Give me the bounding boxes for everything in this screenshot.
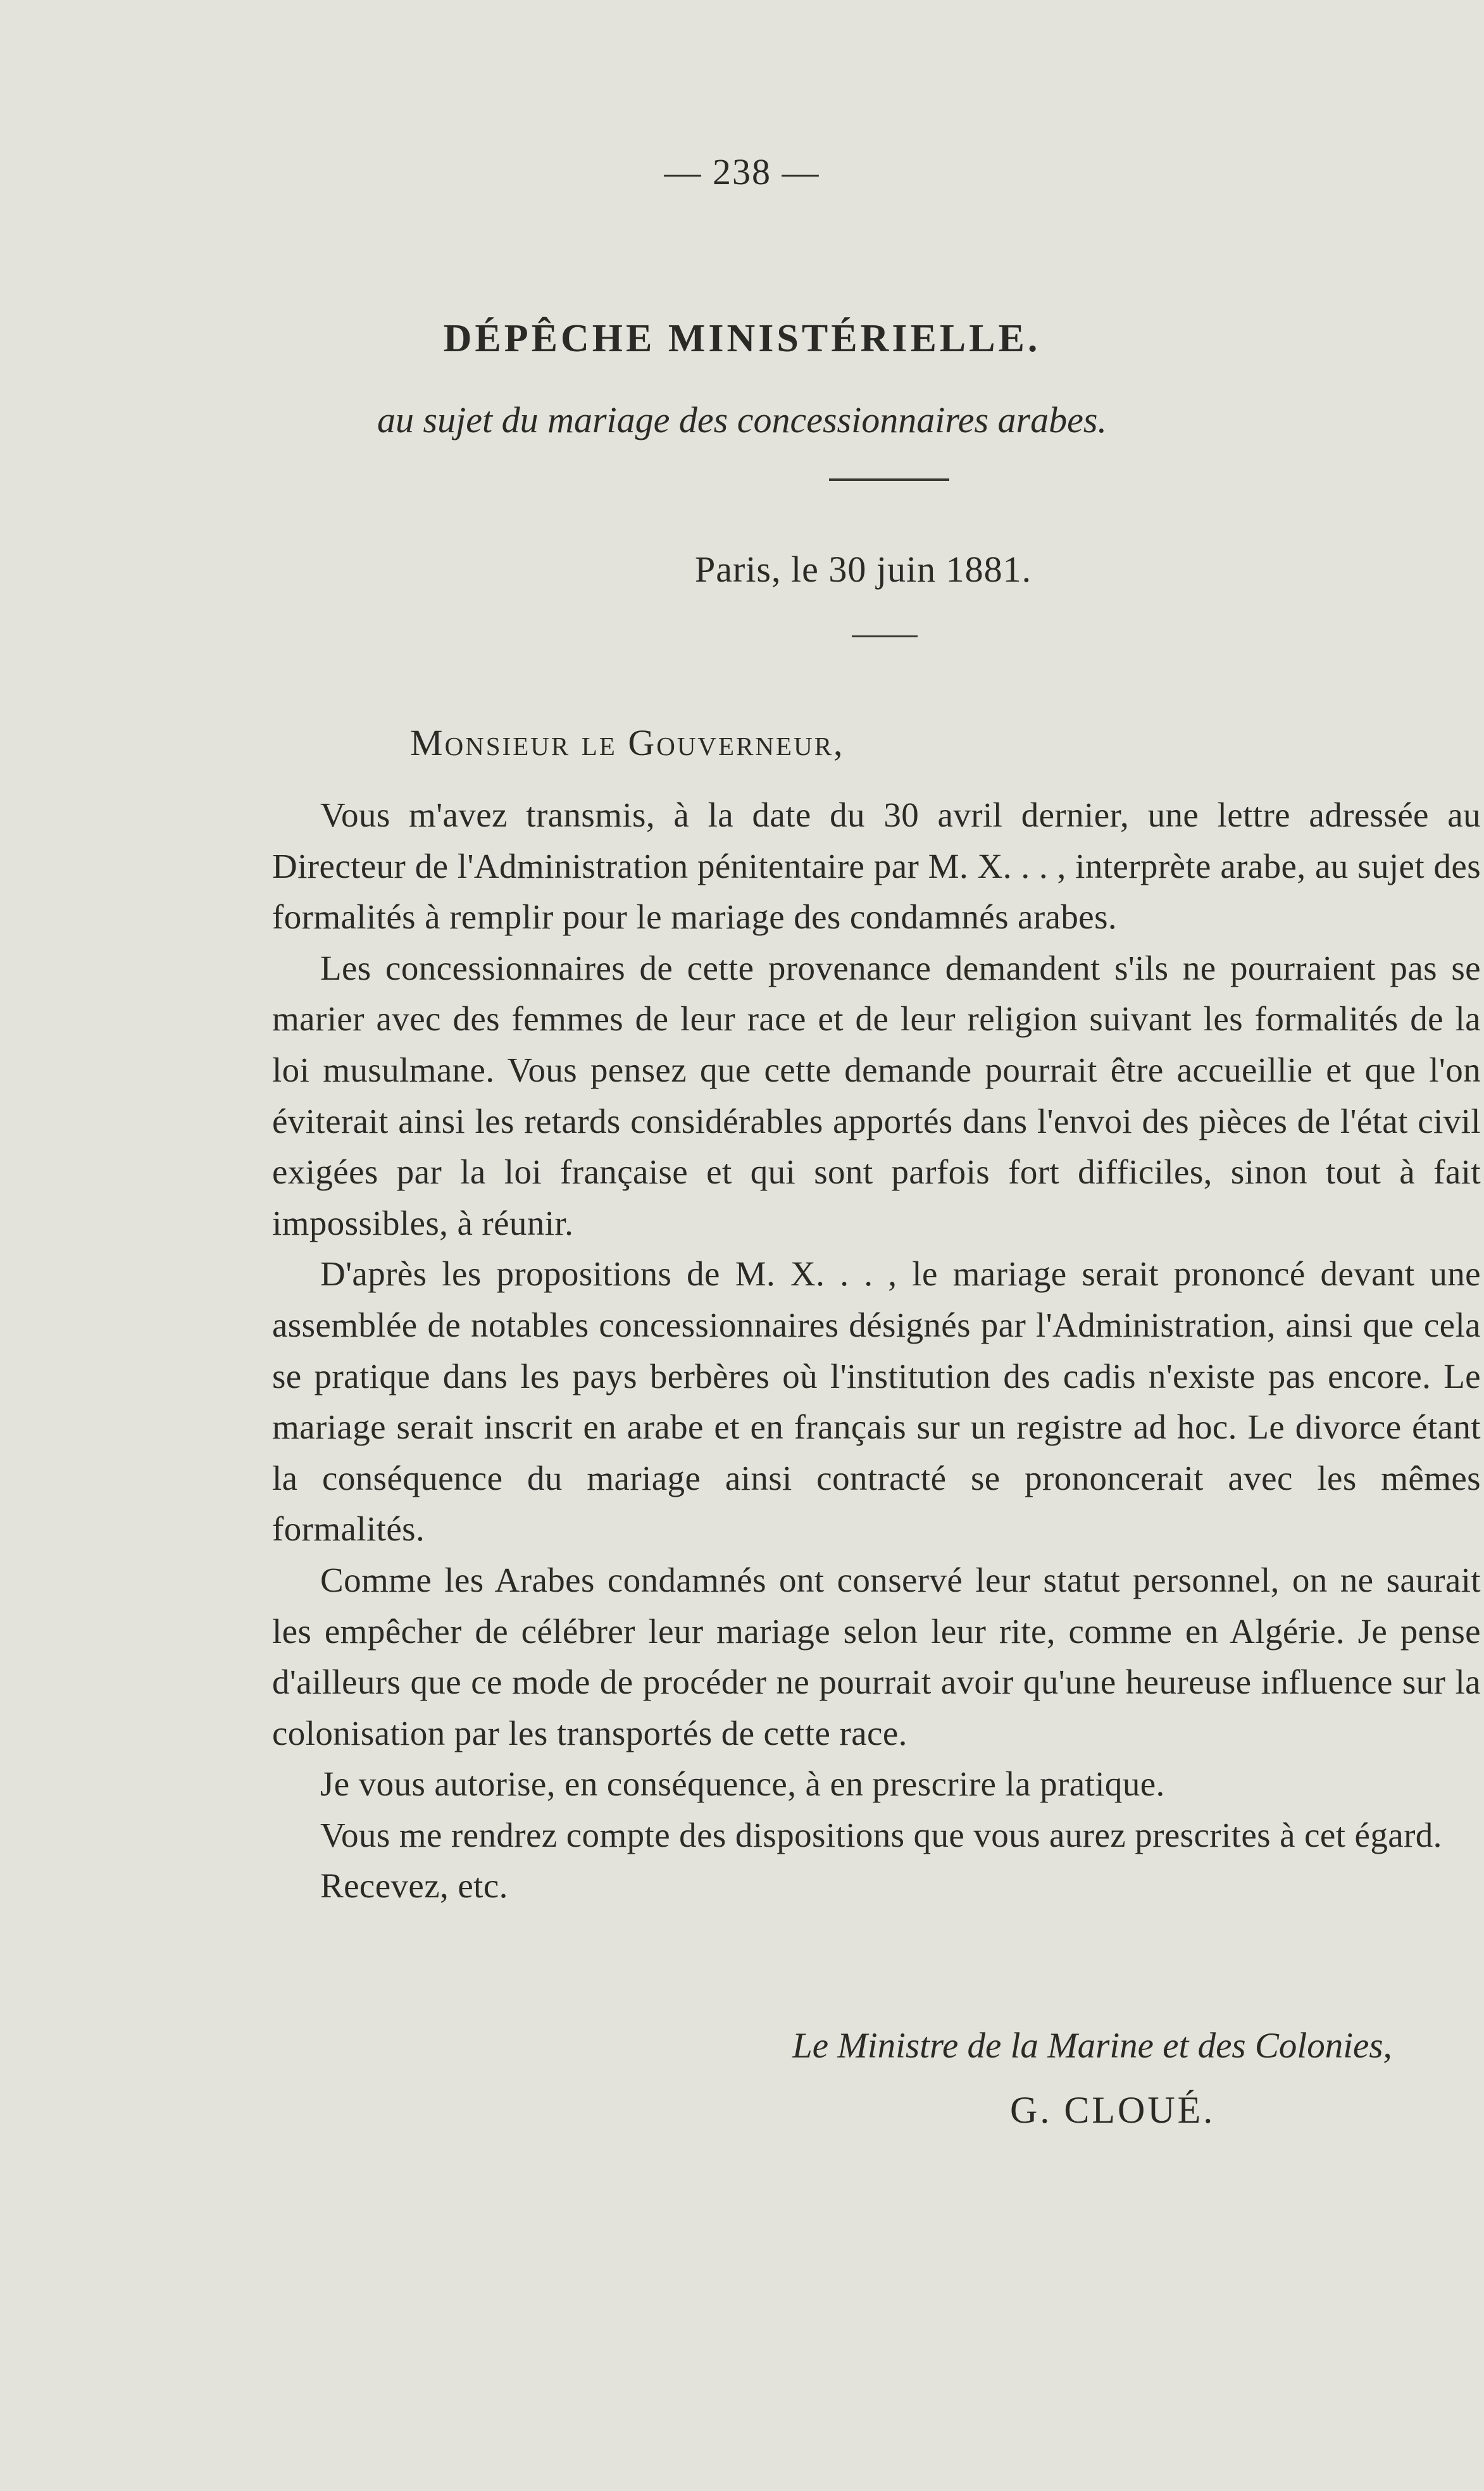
paragraph: Vous me rendrez compte des dispositions que vous aurez prescrites à cet égard.	[320, 1815, 1442, 1854]
paragraph: Vous m'avez transmis, à la date du 30 avril dernier, une lettre adressée au Directeur de l'Administration pénitentaire par M. X. . . , interprète arabe, au sujet des formalités à remplir pour le mariage des condamnés arabes.	[272, 796, 1481, 937]
paragraph: D'après les propositions de M. X. . . , le mariage serait prononcé devant une assemblée de notables concessionnaires désignés par l'Administration, ainsi que cela se pratique dans les pays berbères où l'institution des cadis n'existe pas encore. Le mariage serait inscrit en arabe et en français sur un registre ad hoc. Le divorce étant la conséquence du mariage ainsi contracté se prononcerait avec les mêmes formalités.	[272, 1254, 1481, 1549]
document-title: DÉPÊCHE MINISTÉRIELLE.	[443, 317, 1041, 360]
signature-title: Le Ministre de la Marine et des Colonies,	[792, 2026, 1392, 2066]
dateline: Paris, le 30 juin 1881.	[695, 549, 1032, 590]
paragraph: Les concessionnaires de cette provenance demandent s'ils ne pourraient pas se marier avec des femmes de leur race et de leur religion suivant les formalités de la loi musulmane. Vous pensez que cette demande pourrait être accueillie et que l'on éviterait ainsi les retards considérables apportés dans l'envoi des pièces de l'état civil exigées par la loi française et qui sont parfois fort difficiles, sinon tout à fait impossibles, à réunir.	[272, 948, 1481, 1242]
signature-name: G. CLOUÉ.	[1010, 2089, 1216, 2131]
page-number: — 238 —	[664, 151, 820, 192]
separator-rule-short	[852, 635, 918, 637]
document-subtitle: au sujet du mariage des concessionnaires arabes.	[377, 399, 1107, 440]
paragraph: Je vous autorise, en conséquence, à en prescrire la pratique.	[320, 1764, 1165, 1804]
separator-rule	[829, 478, 949, 481]
letter-body	[272, 790, 1481, 1912]
paragraph: Comme les Arabes condamnés ont conservé leur statut personnel, on ne saurait les empêcher de célébrer leur mariage selon leur rite, comme en Algérie. Je pense d'ailleurs que ce mode de procéder ne pourrait avoir qu'une heureuse influence sur la colonisation par les transportés de cette race.	[272, 1560, 1481, 1752]
closing: Recevez, etc.	[320, 1866, 508, 1906]
salutation: Monsieur le Gouverneur,	[410, 722, 845, 763]
